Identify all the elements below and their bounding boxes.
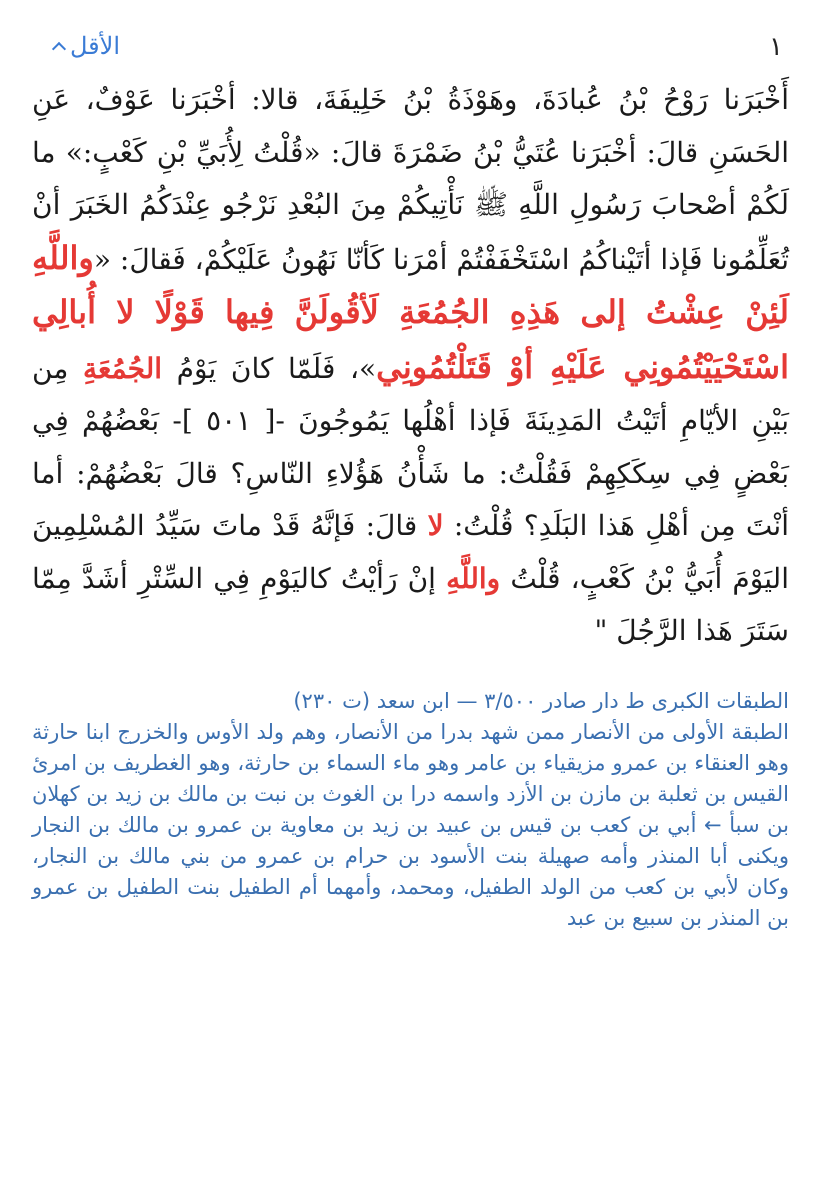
hadith-segment: »، فَلَمّا كانَ يَوْمُ bbox=[162, 351, 377, 385]
show-less-button[interactable] bbox=[54, 32, 120, 60]
source-chapter-text: الطبقة الأولى من الأنصار ممن شهد بدرا من الأنصار، وهم ولد الأوس والخزرج ابنا حارثة وهو العنقاء بن عمرو مزيقياء بن عامر وهو ماء السماء بن حارثة، وهو الغطريف بن امرئ القيس بن ثعلبة بن مازن بن الأزد واسمه درا بن الغوث بن نبت بن مالك بن زيد بن كهلان بن سبأ ← أبي بن كعب بن قيس بن عبيد بن زيد بن معاوية بن عمرو بن مالك بن النجار ويكنى أبا المنذر وأمه صهيلة بنت الأسود بن حرام بن عمرو من بني مالك بن النجار، وكان لأبي بن كعب من الولد الطفيل، ومحمد، وأمهما أم الطفيل بنت الطفيل بن عمرو بن المنذر بن سبيع بن عبد bbox=[32, 719, 789, 930]
hadith-segment: مِن بَيْنِ الأيّامِ أتَيْتُ المَدِينَةَ فَإذا أهْلُها يَمُوجُونَ -[ ٥٠١ ]- بَعْضُهُمْ فِي بَعْضٍ فِي سِكَكِهِمْ فَقُلْتُ: ما شَأْنُ هَؤُلاءِ النّاسِ؟ قالَ بَعْضُهُمْ: أما أنْتَ مِن أهْلِ هَذا البَلَدِ؟ قُلْتُ: bbox=[32, 351, 790, 542]
hadith-segment: أَخْبَرَنا رَوْحُ بْنُ عُبادَةَ، وهَوْذَةُ بْنُ خَلِيفَةَ، قالا: أخْبَرَنا عَوْفٌ، عَنِ الحَسَنِ قالَ: أخْبَرَنا عُتَيُّ بْنُ ضَمْرَةَ قالَ: «قُلْتُ لِأُبَيِّ بْنِ كَعْبٍ:» ما لَكُمْ أصْحابَ رَسُولِ اللَّهِ ﷺ نَأْتِيكُمْ مِنَ البُعْدِ نَرْجُو عِنْدَكُمُ الخَبَرَ أنْ تُعَلِّمُونا فَإذا أتَيْناكُمُ اسْتَخْفَفْتُمْ أمْرَنا كَأنّا نَهُونُ عَلَيْكُمْ، فَقالَ: « bbox=[32, 83, 789, 276]
source-book-title[interactable]: الطبقات الكبرى ط دار صادر ٣/٥٠٠ — ابن سعد (ت ٢٣٠) bbox=[293, 688, 789, 713]
header-bar bbox=[32, 22, 789, 72]
hadith-emphasis: الجُمُعَةِ bbox=[82, 351, 163, 385]
chevron-up-icon bbox=[52, 42, 66, 56]
hadith-segment: إنْ رَأيْتُ كاليَوْمِ فِي السِّتْرِ أشَدَّ مِمّا سَتَرَ هَذا الرَّجُلَ " bbox=[32, 561, 789, 647]
source-reference bbox=[32, 686, 789, 934]
hadith-number: ١ bbox=[769, 32, 783, 62]
hadith-segment: قالَ: فَإنَّهُ قَدْ ماتَ سَيِّدُ المُسْلِمِينَ اليَوْمَ أُبَيُّ بْنُ كَعْبٍ، قُلْتُ bbox=[32, 509, 789, 595]
show-less-label: الأقل bbox=[70, 32, 121, 60]
hadith-text bbox=[32, 74, 789, 658]
hadith-emphasis: لا bbox=[427, 509, 444, 542]
hadith-emphasis: واللَّهِ bbox=[446, 561, 501, 595]
hadith-emphasis: واللَّهِ لَئِنْ عِشْتُ إلى هَذِهِ الجُمُعَةِ لَأقُولَنَّ فِيها قَوْلًا لا أُبالِي اسْتَحْيَيْتُمُونِي عَلَيْهِ أوْ قَتَلْتُمُونِي bbox=[32, 238, 790, 386]
